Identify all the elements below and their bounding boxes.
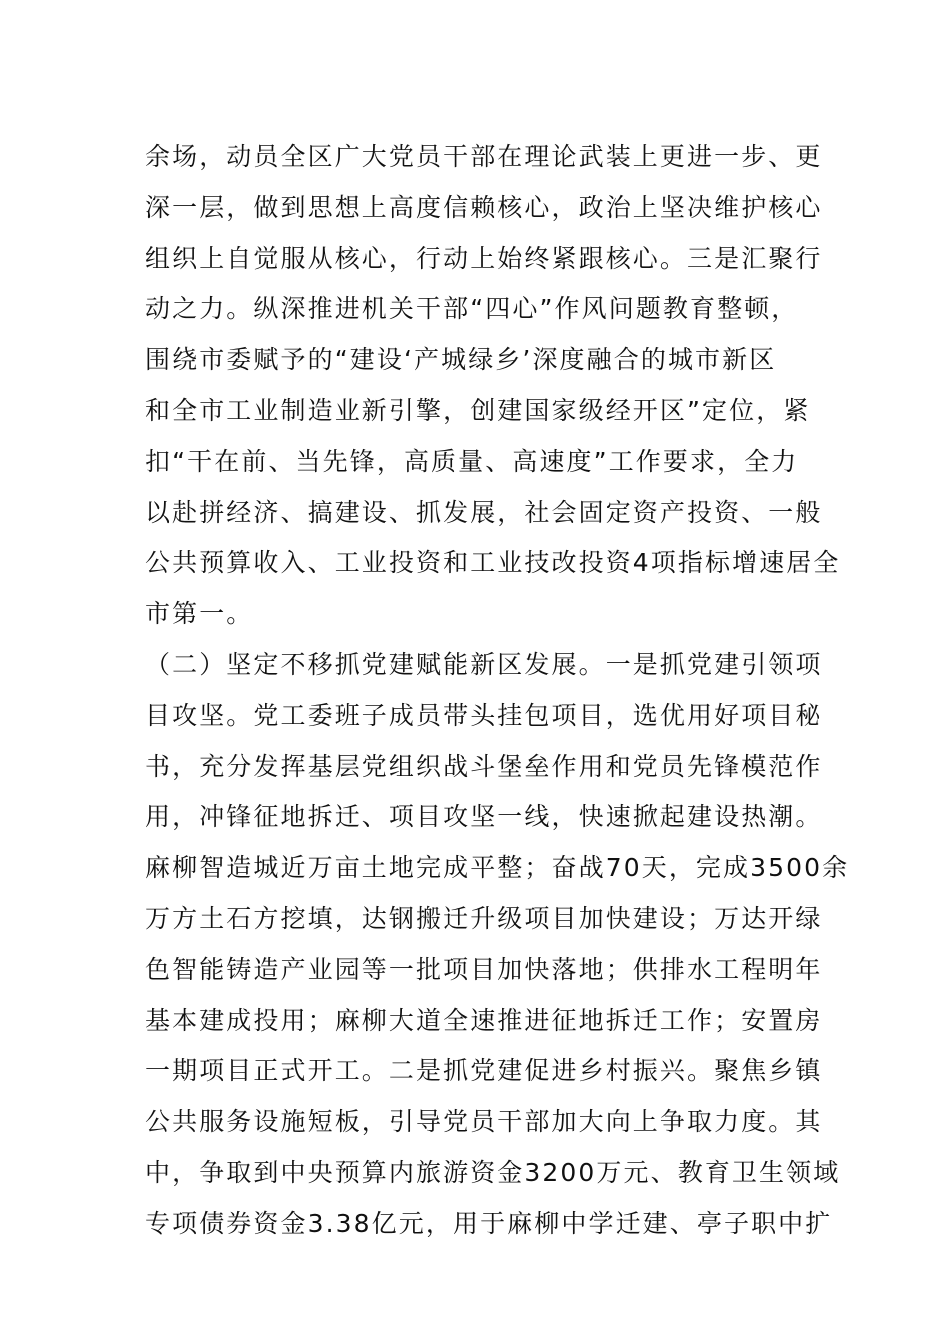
text-line: 公共预算收入、工业投资和工业技改投资4项指标增速居全 xyxy=(145,548,841,578)
text-line: 专项债券资金3.38亿元，用于麻柳中学迁建、亭子职中扩 xyxy=(145,1208,833,1238)
text-line: 书，充分发挥基层党组织战斗堡垒作用和党员先锋模范作 xyxy=(145,751,823,781)
body-text xyxy=(145,132,850,1250)
text-line: 以赴拼经济、搞建设、抓发展，社会固定资产投资、一般 xyxy=(145,497,823,527)
text-line: 基本建成投用；麻柳大道全速推进征地拆迁工作；安置房 xyxy=(145,1005,823,1035)
text-line: 余场，动员全区广大党员干部在理论武装上更进一步、更 xyxy=(145,142,823,171)
text-line: 色智能铸造产业园等一批项目加快落地；供排水工程明年 xyxy=(145,954,823,984)
text-line: 目攻坚。党工委班子成员带头挂包项目，选优用好项目秘 xyxy=(145,700,823,730)
text-line: 中，争取到中央预算内旅游资金3200万元、教育卫生领域 xyxy=(145,1157,841,1187)
text-line: 市第一。 xyxy=(145,599,254,629)
text-line: 组织上自觉服从核心，行动上始终紧跟核心。三是汇聚行 xyxy=(145,243,823,273)
text-line: 公共服务设施短板，引导党员干部加大向上争取力度。其 xyxy=(145,1107,823,1137)
text-line: 扣“干在前、当先锋，高质量、高速度”工作要求，全力 xyxy=(145,446,799,476)
text-line: 动之力。纵深推进机关干部“四心”作风问题教育整顿， xyxy=(145,294,799,324)
text-line: 用，冲锋征地拆迁、项目攻坚一线，快速掀起建设热潮。 xyxy=(145,802,823,832)
text-line: 一期项目正式开工。二是抓党建促进乡村振兴。聚焦乡镇 xyxy=(145,1056,823,1086)
text-line: 深一层，做到思想上高度信赖核心，政治上坚决维护核心 xyxy=(145,192,823,222)
section-heading-line: （二）坚定不移抓党建赋能新区发展。一是抓党建引领项 xyxy=(145,649,823,679)
text-line: 万方土石方挖填，达钢搬迁升级项目加快建设；万达开绿 xyxy=(145,903,823,933)
text-line: 围绕市委赋予的“建设‘产城绿乡’深度融合的城市新区 xyxy=(145,345,777,375)
text-line: 和全市工业制造业新引擎，创建国家级经开区”定位，紧 xyxy=(145,395,811,425)
text-line: 麻柳智造城近万亩土地完成平整；奋战70天，完成3500余 xyxy=(145,853,850,883)
